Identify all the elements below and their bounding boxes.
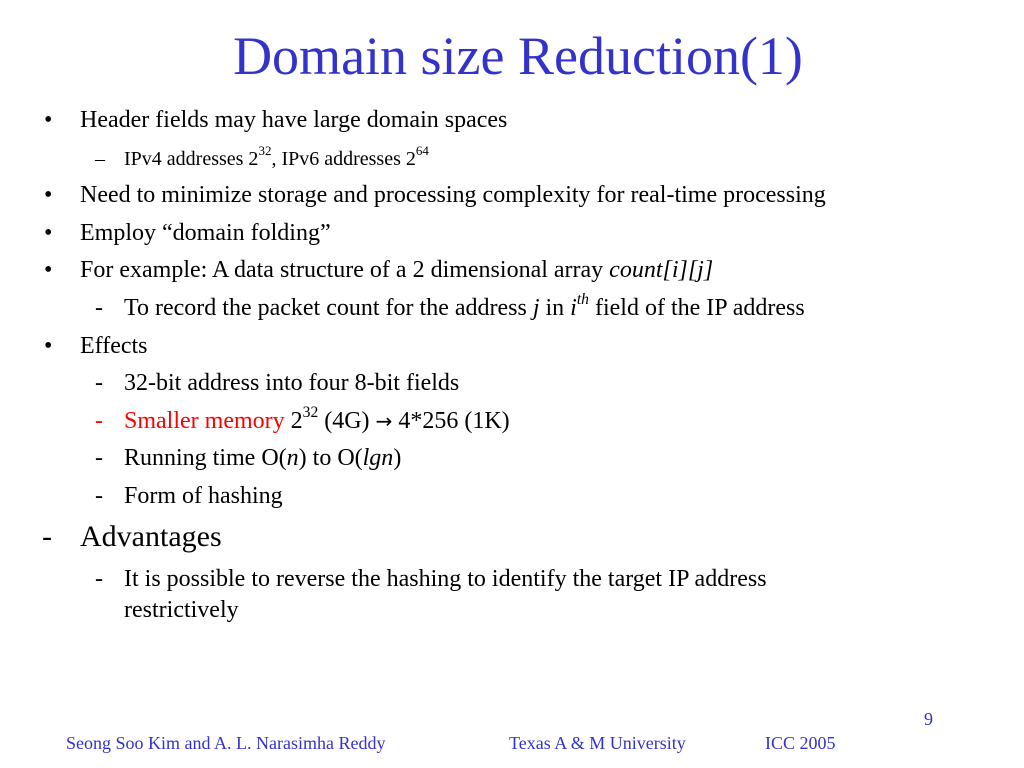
- example-text: For example: A data structure of a 2 dimensional array: [80, 257, 610, 283]
- subbullet-marker: -: [95, 295, 103, 321]
- subbullet-marker: –: [95, 148, 105, 170]
- subbullet-text: [124, 290, 805, 322]
- bullet-marker: •: [44, 182, 53, 208]
- runtime-b: ) to O(: [298, 445, 363, 471]
- bullet-marker: •: [44, 257, 53, 283]
- subbullet-text: 32-bit address into four 8-bit fields: [124, 370, 460, 396]
- memory-4g: (4G): [318, 408, 376, 434]
- memory-1k: 4*256 (1K): [392, 408, 510, 434]
- bullet-marker: •: [44, 333, 53, 359]
- footer-university: Texas A & M University: [509, 733, 686, 753]
- record-text: To record the packet count for the address: [124, 295, 533, 321]
- bullet-marker: •: [44, 220, 53, 246]
- subbullet-marker: -: [95, 370, 103, 396]
- bullet-marker: •: [44, 107, 53, 133]
- subbullet-marker: -: [95, 483, 103, 509]
- var-n: n: [286, 445, 299, 471]
- var-j: j: [532, 295, 540, 321]
- subbullet-text: [124, 145, 429, 173]
- footer-conference: ICC 2005: [765, 733, 836, 753]
- memory-base: 2: [284, 408, 303, 434]
- bullet-text: [80, 256, 713, 284]
- subbullet-marker: -: [95, 566, 103, 592]
- subbullet-marker: -: [95, 408, 103, 434]
- var-lgn: lgn: [362, 445, 394, 471]
- ordinal-th: th: [576, 290, 589, 308]
- subbullet-text-line1: It is possible to reverse the hashing to identify the target IP address: [124, 566, 767, 592]
- array-name: count[i][j]: [609, 257, 714, 283]
- page-number: 9: [924, 709, 933, 729]
- highlighted-text: Smaller memory: [124, 408, 285, 434]
- subbullet-text: [124, 403, 510, 435]
- bullet-text: Need to minimize storage and processing complexity for real-time processing: [80, 182, 826, 208]
- right-arrow-icon: →: [375, 409, 393, 433]
- ipv6-exponent: 64: [415, 143, 429, 159]
- var-i: i: [570, 295, 577, 321]
- subbullet-text: [124, 444, 401, 472]
- ipv4-text: IPv4 addresses 2: [124, 148, 259, 170]
- ipv6-text: , IPv6 addresses 2: [271, 148, 416, 170]
- field-text: field of the IP address: [588, 295, 805, 321]
- ipv4-exponent: 32: [258, 143, 272, 159]
- slide-title: Domain size Reduction(1): [233, 26, 803, 86]
- subbullet-text-line2: restrictively: [124, 597, 239, 623]
- bullet-text: Employ “domain folding”: [80, 220, 331, 246]
- subbullet-marker: -: [95, 445, 103, 471]
- subbullet-text: Form of hashing: [124, 483, 283, 509]
- bullet-text: Advantages: [80, 520, 222, 553]
- in-text: in: [539, 295, 571, 321]
- bullet-text: Header fields may have large domain spaces: [80, 107, 508, 133]
- runtime-c: ): [393, 445, 402, 471]
- bullet-text: Effects: [80, 333, 148, 359]
- memory-exponent: 32: [302, 403, 319, 421]
- footer-authors: Seong Soo Kim and A. L. Narasimha Reddy: [66, 733, 386, 753]
- runtime-a: Running time O(: [124, 445, 287, 471]
- bullet-marker: -: [42, 520, 52, 553]
